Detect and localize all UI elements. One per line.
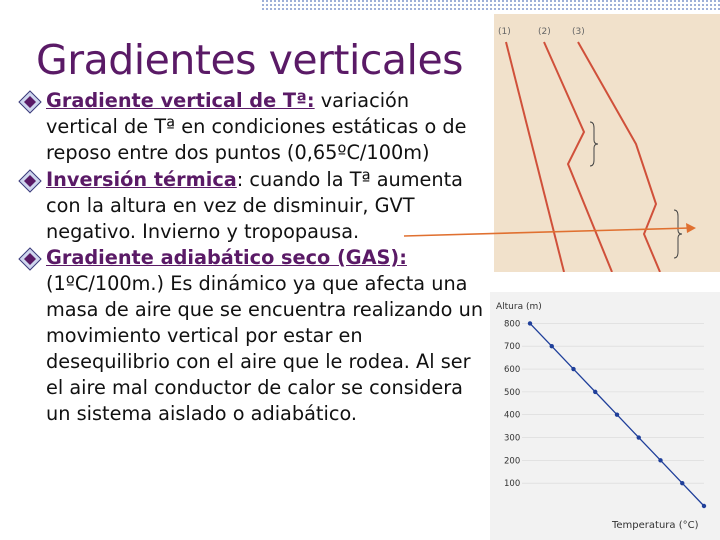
curve-label-2: (2): [538, 27, 551, 37]
chart-y-tick-label: 500: [504, 387, 521, 398]
bullet-list: [16, 88, 486, 428]
curve-label-3: (3): [572, 27, 585, 37]
chart-data-point: [658, 458, 662, 462]
bullet-text: (1ºC/100m.) Es dinámico ya que afecta una masa de aire que se encuentra realizando un movimiento vertical por estar en desequilibrio con el aire que le rodea. Al ser el aire mal conductor de calor se considera un sistema aislado o adiabático.: [46, 272, 484, 425]
chart-data-point: [550, 344, 554, 348]
chart-data-point: [637, 435, 641, 439]
chart-data-point: [528, 321, 532, 325]
bullet-text: : cuando la Tª aumenta con la altura en vez de disminuir, GVT negativo. Invierno y tropopausa.: [46, 167, 463, 243]
chart-y-tick-label: 200: [504, 456, 521, 467]
diamond-bullet-icon: [18, 90, 42, 114]
chart-data-point: [702, 504, 706, 508]
diamond-bullet-icon: [18, 247, 42, 271]
chart-data-point: [571, 367, 575, 371]
diamond-bullet-icon: [18, 169, 42, 193]
bullet-inversion-termica: [16, 167, 486, 245]
chart-y-tick-label: 300: [504, 433, 521, 444]
chart-data-point: [615, 413, 619, 417]
bullet-heading: Gradiente adiabático seco (GAS):: [46, 246, 407, 270]
bullet-heading: Gradiente vertical de Tª:: [46, 89, 315, 112]
bullet-text: variación vertical de Tª en condiciones estáticas o de reposo entre dos puntos (0,65ºC/100m): [46, 89, 467, 164]
chart-y-tick-label: 600: [504, 365, 521, 376]
decorative-dot-band: [262, 0, 720, 12]
bullet-heading: Inversión térmica: [46, 167, 237, 191]
chart-y-tick-label: 800: [504, 319, 521, 330]
chart-y-tick-label: 700: [504, 342, 521, 353]
chart-y-axis-label: Altura (m): [496, 302, 542, 312]
chart-y-tick-label: 400: [504, 410, 521, 421]
adiabatic-gradient-chart: [490, 292, 720, 540]
thermal-gradient-diagram-image: [494, 14, 720, 272]
bullet-gradiente-adiabatico: [16, 245, 486, 426]
chart-data-point: [680, 481, 684, 485]
bullet-gradiente-vertical: [16, 88, 486, 166]
chart-data-point: [593, 390, 597, 394]
curve-label-1: (1): [498, 27, 511, 37]
chart-y-tick-label: 100: [504, 479, 521, 490]
chart-x-axis-label: Temperatura (°C): [612, 520, 699, 531]
page-title: Gradientes verticales: [36, 36, 464, 84]
